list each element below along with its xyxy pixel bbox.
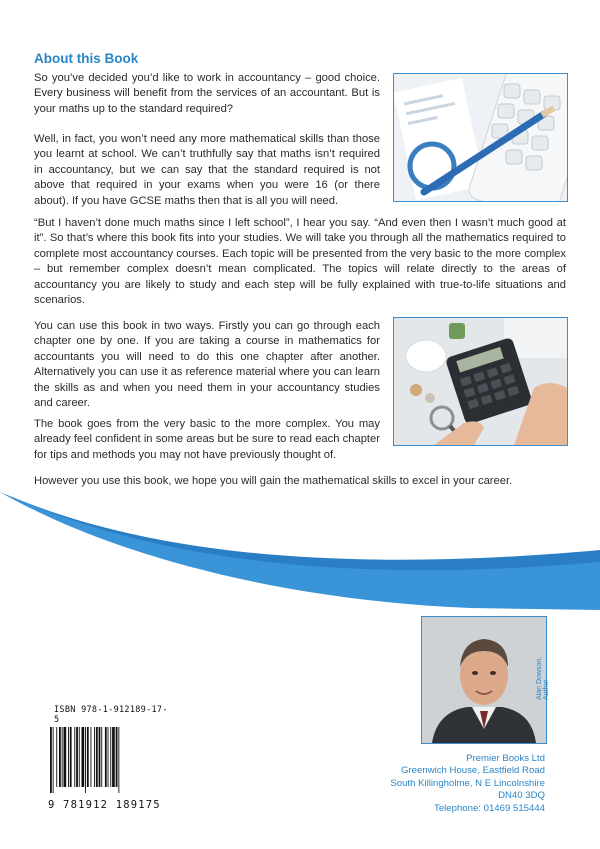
calculator-and-pencil-photo-icon xyxy=(394,74,567,201)
structure-paragraph: The book goes from the very basic to the more complex. You may already feel confident in some areas but be sure to read each chapter for tips and methods you may not have previously thought of. xyxy=(34,418,380,461)
author-photo xyxy=(421,616,547,744)
page-title: About this Book xyxy=(34,51,139,66)
usage-paragraph: You can use this book in two ways. Firstly you can go through each chapter one by one. If you are taking a course in mathematics for accountants you will need to do this one chapter after another. Alternatively you can use it as reference material where you can learn the skills as and when you need them in your accountancy studies and career. xyxy=(34,320,380,410)
isbn-barcode xyxy=(48,705,172,811)
publisher-name: Premier Books Ltd xyxy=(466,753,545,764)
isbn-text: ISBN 978-1-912189-17-5 xyxy=(54,705,168,725)
blue-swoosh-decoration xyxy=(0,480,600,610)
publisher-town: South Killingholme, N E Lincolnshire xyxy=(390,777,545,789)
intro-paragraph: So you’ve decided you’d like to work in accountancy – good choice. Every business will benefit from the services of an accountant. But is your maths up to the standard required? xyxy=(34,72,380,115)
isbn-digits: 9 781912 189175 xyxy=(48,799,161,811)
publisher-street: Greenwich House, Eastfield Road xyxy=(401,765,545,777)
publisher-postcode: DN40 3DQ xyxy=(498,790,545,802)
author-portrait-photo-icon xyxy=(422,617,546,743)
author-caption: Alan Dowson, Author xyxy=(536,656,550,700)
book-purpose-paragraph: “But I haven’t done much maths since I left school”, I hear you say. “And even then I wasn’t much good at it”. So that’s where this book fits into your studies. We will take you through all the mathematics required to complete most accountancy courses. Each topic will be presented from the very basic to the more complex – but remember complex doesn’t mean complicated. The topics will relate directly to the areas of accountancy you are likely to study and each step will be fully explained with true-to-life situations and scenarios. xyxy=(34,217,566,307)
hands-with-calculator-photo-icon xyxy=(394,318,567,445)
calculator-pencil-photo xyxy=(393,73,568,202)
maths-skills-paragraph: Well, in fact, you won’t need any more mathematical skills than those you learnt at school. We can’t truthfully say that maths isn’t required in accountancy, but we can say that the standard required is not above that required in your exams when you were 16 (or there about). If you have GCSE maths then that is all you will need. xyxy=(34,133,380,207)
hands-calculator-photo xyxy=(393,317,568,446)
publisher-telephone: Telephone: 01469 515444 xyxy=(434,802,545,814)
closing-paragraph: However you use this book, we hope you will gain the mathematical skills to excel in your career. xyxy=(34,475,513,487)
publisher-address xyxy=(390,753,545,815)
barcode-bars-icon xyxy=(48,725,166,793)
